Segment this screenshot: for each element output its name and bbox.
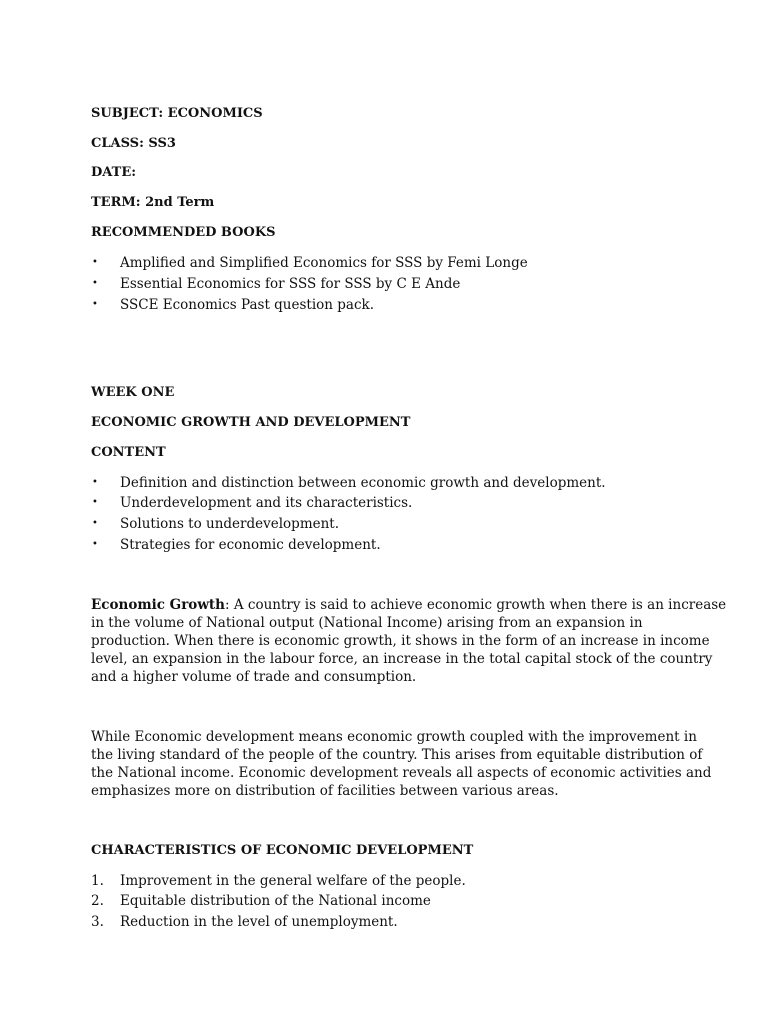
content-item-text: Strategies for economic development. (120, 537, 381, 553)
bullet-marker: • (92, 539, 98, 550)
characteristic-text: Reduction in the level of unemployment. (120, 914, 398, 930)
bullet-marker: • (92, 497, 98, 508)
characteristic-text: Improvement in the general welfare of the people. (120, 873, 466, 889)
week-label: WEEK ONE (91, 385, 175, 400)
paragraph-line: production. When there is economic growth, it shows in the form of an increase in income (91, 633, 710, 649)
book-title: SSCE Economics Past question pack. (120, 297, 375, 313)
bullet-marker: • (92, 477, 98, 488)
economic-growth-paragraph (91, 596, 727, 686)
list-number: 1. (91, 873, 104, 889)
content-heading: CONTENT (91, 445, 166, 460)
paragraph-line: While Economic development means economic growth coupled with the improvement in (91, 729, 697, 745)
paragraph-text: : A country is said to achieve economic growth when there is an increase (225, 597, 727, 613)
paragraph-line: the living standard of the people of the country. This arises from equitable distribution of (91, 747, 703, 763)
bullet-marker: • (92, 299, 98, 310)
economic-growth-term: Economic Growth (91, 597, 225, 613)
list-number: 2. (91, 893, 104, 909)
characteristics-heading: CHARACTERISTICS OF ECONOMIC DEVELOPMENT (91, 843, 474, 858)
paragraph-line: level, an expansion in the labour force, an increase in the total capital stock of the country (91, 651, 713, 667)
characteristic-text: Equitable distribution of the National income (120, 893, 431, 909)
book-title: Amplified and Simplified Economics for SSS by Femi Longe (120, 255, 528, 271)
topic-heading: ECONOMIC GROWTH AND DEVELOPMENT (91, 415, 411, 430)
list-number: 3. (91, 914, 104, 930)
paragraph-line: emphasizes more on distribution of facilities between various areas. (91, 783, 559, 799)
bullet-marker: • (92, 518, 98, 529)
paragraph-line: and a higher volume of trade and consumption. (91, 669, 417, 685)
economic-development-paragraph (91, 728, 712, 800)
date-line: DATE: (91, 165, 137, 180)
subject-line: SUBJECT: ECONOMICS (91, 106, 263, 121)
content-item-text: Definition and distinction between economic growth and development. (120, 475, 606, 491)
paragraph-line: in the volume of National output (National Income) arising from an expansion in (91, 615, 643, 631)
bullet-marker: • (92, 278, 98, 289)
book-title: Essential Economics for SSS for SSS by C E Ande (120, 276, 461, 292)
content-item-text: Underdevelopment and its characteristics. (120, 495, 413, 511)
class-line: CLASS: SS3 (91, 136, 176, 151)
paragraph-line (91, 596, 727, 614)
content-item-text: Solutions to underdevelopment. (120, 516, 340, 532)
term-line: TERM: 2nd Term (91, 195, 215, 210)
paragraph-line: the National income. Economic development reveals all aspects of economic activities and (91, 765, 712, 781)
bullet-marker: • (92, 257, 98, 268)
recommended-books-heading: RECOMMENDED BOOKS (91, 225, 276, 240)
